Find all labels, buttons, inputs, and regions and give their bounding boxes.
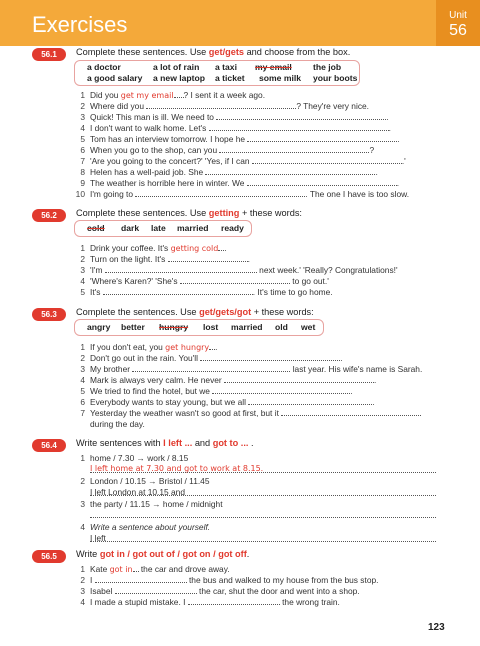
answer-blank[interactable] — [90, 495, 436, 496]
answer-blank[interactable] — [281, 408, 421, 416]
answer-blank[interactable] — [103, 287, 253, 295]
word: lost — [203, 322, 219, 332]
exercise-line: 9 The weather is horrible here in winter. We . — [80, 178, 400, 188]
unit-number: 56 — [449, 22, 467, 39]
word-used: my email — [255, 62, 292, 72]
answer-text: I left home at 7.30 and got to work at 8.15. — [90, 464, 264, 473]
word: a new laptop — [153, 73, 206, 83]
exercise-line: 5 It's . It's time to go home. — [80, 287, 333, 297]
exercise-instruction: Complete these sentences. Use get/gets and choose from the box. — [76, 47, 351, 57]
exercise-line: 3 Quick! This man is ill. We need to . — [80, 112, 389, 122]
answer-blank[interactable] — [90, 541, 436, 542]
answer-text: get my email — [120, 91, 174, 100]
answer-blank[interactable] — [135, 189, 305, 197]
answer-blank[interactable] — [95, 575, 187, 583]
exercise-tag: 56.2 — [32, 209, 66, 222]
exercise-line: 3 My brother last year. His wife's name is Sarah. — [80, 364, 423, 374]
exercise-line: 8 Helen has a well-paid job. She . — [80, 167, 378, 177]
prompt-line: 1 home / 7.30 → work / 8.15 — [80, 453, 189, 463]
answer-blank[interactable] — [209, 123, 389, 131]
exercise-instruction: Write sentences with I left ... and got to ... . — [76, 438, 254, 448]
answer-blank[interactable] — [180, 276, 290, 284]
exercise-instruction: Complete these sentences. Use getting + these words: — [76, 208, 302, 218]
answer-start: I left London at 10.15 and — [90, 487, 185, 497]
exercise-line: 6 When you go to the shop, can you ? — [80, 145, 375, 155]
word: some milk — [259, 73, 302, 83]
exercise-line: 6 Everybody wants to stay young, but we all . — [80, 397, 375, 407]
word: your boots — [313, 73, 358, 83]
exercise-tag: 56.4 — [32, 439, 66, 452]
exercise-line: 4 Mark is always very calm. He never . — [80, 375, 377, 385]
answer-blank[interactable] — [216, 112, 386, 120]
exercise-line: 10 I'm going to . The one I have is too slow. — [75, 189, 410, 199]
answer-blank[interactable] — [219, 145, 369, 153]
exercise-line: 3 'I'm next week.' 'Really? Congratulations!' — [80, 265, 398, 275]
unit-label: Unit — [449, 10, 467, 21]
word-box — [74, 60, 360, 86]
exercise-line: 1 Drink your coffee. It's getting cold . — [80, 243, 227, 253]
word: married — [177, 223, 209, 233]
exercise-line: 2 I the bus and walked to my house from the bus stop. — [80, 575, 379, 585]
word: a ticket — [215, 73, 245, 83]
prompt-line: 2 London / 10.15 → Bristol / 11.45 — [80, 476, 210, 486]
prompt-line: 3 the party / 11.15 → home / midnight — [80, 499, 223, 509]
word: better — [121, 322, 145, 332]
word: dark — [121, 223, 140, 233]
answer-blank[interactable] — [168, 254, 248, 262]
exercise-line: 4 I made a stupid mistake. I the wrong train. — [80, 597, 340, 607]
answer-blank[interactable] — [224, 375, 374, 383]
exercise-tag: 56.1 — [32, 48, 66, 61]
exercise-line: 2 Where did you ? They're very nice. — [80, 101, 369, 111]
answer-text: get hungry — [165, 343, 210, 352]
answer-blank[interactable] — [252, 156, 402, 164]
answer-blank[interactable] — [248, 397, 372, 405]
answer-blank[interactable] — [247, 134, 397, 142]
answer-blank[interactable] — [247, 178, 397, 186]
answer-rule — [90, 472, 436, 473]
exercise-line: 1 If you don't eat, you get hungry . — [80, 342, 218, 352]
answer-blank[interactable] — [132, 364, 290, 372]
exercise-tag: 56.3 — [32, 308, 66, 321]
answer-blank[interactable] — [205, 167, 375, 175]
word: wet — [301, 322, 316, 332]
unit-box — [436, 0, 480, 46]
exercise-line: 2 Don't go out in the rain. You'll . — [80, 353, 343, 363]
word: late — [151, 223, 166, 233]
exercise-line: 5 Tom has an interview tomorrow. I hope he . — [80, 134, 400, 144]
answer-blank[interactable] — [105, 265, 257, 273]
answer-blank[interactable] — [200, 353, 340, 361]
exercise-tag: 56.5 — [32, 550, 66, 563]
answer-blank[interactable] — [146, 101, 296, 109]
answer-blank[interactable] — [115, 586, 197, 594]
prompt-line: 4 Write a sentence about yourself. — [80, 522, 211, 532]
answer-blank[interactable] — [212, 386, 350, 394]
page-title: Exercises — [32, 12, 128, 37]
word: a lot of rain — [153, 62, 200, 72]
word: a good salary — [87, 73, 143, 83]
word-used: cold — [87, 223, 105, 233]
exercise-instruction: Complete the sentences. Use get/gets/got + these words: — [76, 307, 314, 317]
word-box — [74, 220, 252, 237]
word: old — [275, 322, 288, 332]
exercise-line: 1 Kate got in the car and drove away. — [80, 564, 230, 574]
word: married — [231, 322, 263, 332]
answer-blank[interactable] — [90, 517, 436, 518]
word: angry — [87, 322, 111, 332]
page-number: 123 — [428, 622, 445, 633]
answer-blank[interactable] — [188, 597, 280, 605]
word: a taxi — [215, 62, 237, 72]
exercise-line: 4 'Where's Karen?' 'She's to go out.' — [80, 276, 329, 286]
word: ready — [221, 223, 244, 233]
word-box — [74, 319, 324, 336]
exercise-line: 5 We tried to find the hotel, but we . — [80, 386, 353, 396]
answer-start: I left — [90, 533, 106, 543]
word-used: hungry — [159, 322, 189, 332]
answer-text: getting cold — [170, 244, 219, 253]
exercise-line: 7 Yesterday the weather wasn't so good at first, but it — [74, 408, 421, 418]
word: a doctor — [87, 62, 121, 72]
word: the job — [313, 62, 342, 72]
exercise-line: 4 I don't want to walk home. Let's . — [80, 123, 391, 133]
exercise-line-continued: during the day. — [90, 419, 145, 429]
exercise-line: 3 Isabel the car, shut the door and went into a shop. — [80, 586, 360, 596]
answer-text: got in — [109, 565, 133, 574]
page-header — [0, 0, 480, 46]
exercise-line: 1 Did you get my email ? I sent it a week ago. — [80, 90, 266, 100]
exercise-line: 7 'Are you going to the concert?' 'Yes, if I can .' — [80, 156, 406, 166]
exercise-line: 2 Turn on the light. It's . — [80, 254, 250, 264]
exercise-instruction: Write got in / got out of / got on / got off. — [76, 549, 250, 559]
